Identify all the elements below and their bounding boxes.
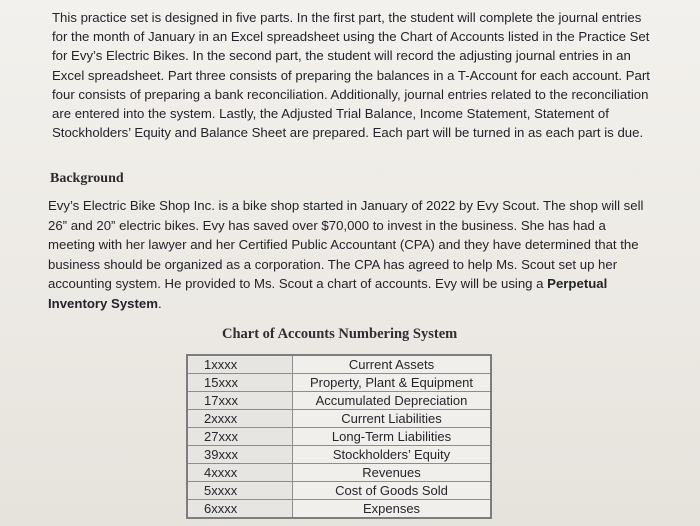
account-category: Accumulated Depreciation bbox=[293, 392, 492, 410]
account-category: Current Liabilities bbox=[293, 410, 492, 428]
table-row bbox=[187, 500, 491, 519]
background-heading: Background bbox=[50, 171, 124, 186]
inventory-system-emphasis: Perpetual Inventory System bbox=[48, 276, 608, 311]
table-row bbox=[187, 392, 491, 410]
account-category: Revenues bbox=[293, 464, 492, 482]
account-number: 5xxxx bbox=[187, 482, 293, 500]
account-number: 2xxxx bbox=[187, 410, 293, 428]
account-number: 15xxx bbox=[187, 374, 293, 392]
account-category: Stockholders’ Equity bbox=[293, 446, 492, 464]
table-row bbox=[187, 374, 491, 392]
intro-paragraph: This practice set is designed in five parts. In the first part, the student will complete the journal entries for the month of January in an Excel spreadsheet using the Chart of Accounts listed in the Practice Set for Evy’s Electric Bikes. In the second part, the student will record the adjusting journal entries in an Excel spreadsheet. Part three consists of preparing the balances in a T-Account for each account. Part four consists of preparing a bank reconciliation. Additionally, journal entries related to the reconciliation are entered into the system. Lastly, the Adjusted Trial Balance, Income Statement, Statement of Stockholders’ Equity and Balance Sheet are prepared. Each part will be turned in as each part is due. bbox=[52, 10, 650, 141]
account-category: Property, Plant & Equipment bbox=[293, 374, 492, 392]
table-row bbox=[187, 410, 491, 428]
background-text: Evy’s Electric Bike Shop Inc. is a bike shop started in January of 2022 by Evy Scout. The shop will sell 26” and 20” electric bikes. Evy has saved over $70,000 to invest in the business. She has had a meeting with her lawyer and her Certified Public Accountant (CPA) and they have determined that the business should be organized as a corporation. The CPA has agreed to help Ms. Scout set up her accounting system. He provided to Ms. Scout a chart of accounts. Evy will be using a bbox=[48, 198, 644, 292]
table-row bbox=[187, 464, 491, 482]
table-row bbox=[187, 482, 491, 500]
table-row bbox=[187, 355, 491, 374]
chart-of-accounts-title: Chart of Accounts Numbering System bbox=[222, 326, 458, 342]
account-number: 39xxx bbox=[187, 446, 293, 464]
account-number: 27xxx bbox=[187, 428, 293, 446]
account-category: Expenses bbox=[293, 500, 492, 519]
account-number: 6xxxx bbox=[187, 500, 293, 519]
account-category: Long-Term Liabilities bbox=[293, 428, 492, 446]
table-row bbox=[187, 446, 491, 464]
account-category: Current Assets bbox=[293, 355, 492, 374]
chart-of-accounts-table bbox=[186, 354, 492, 519]
account-number: 4xxxx bbox=[187, 464, 293, 482]
account-category: Cost of Goods Sold bbox=[293, 482, 492, 500]
background-paragraph bbox=[48, 196, 648, 314]
account-number: 1xxxx bbox=[187, 355, 293, 374]
account-number: 17xxx bbox=[187, 392, 293, 410]
table-row bbox=[187, 428, 491, 446]
background-period: . bbox=[157, 295, 162, 311]
